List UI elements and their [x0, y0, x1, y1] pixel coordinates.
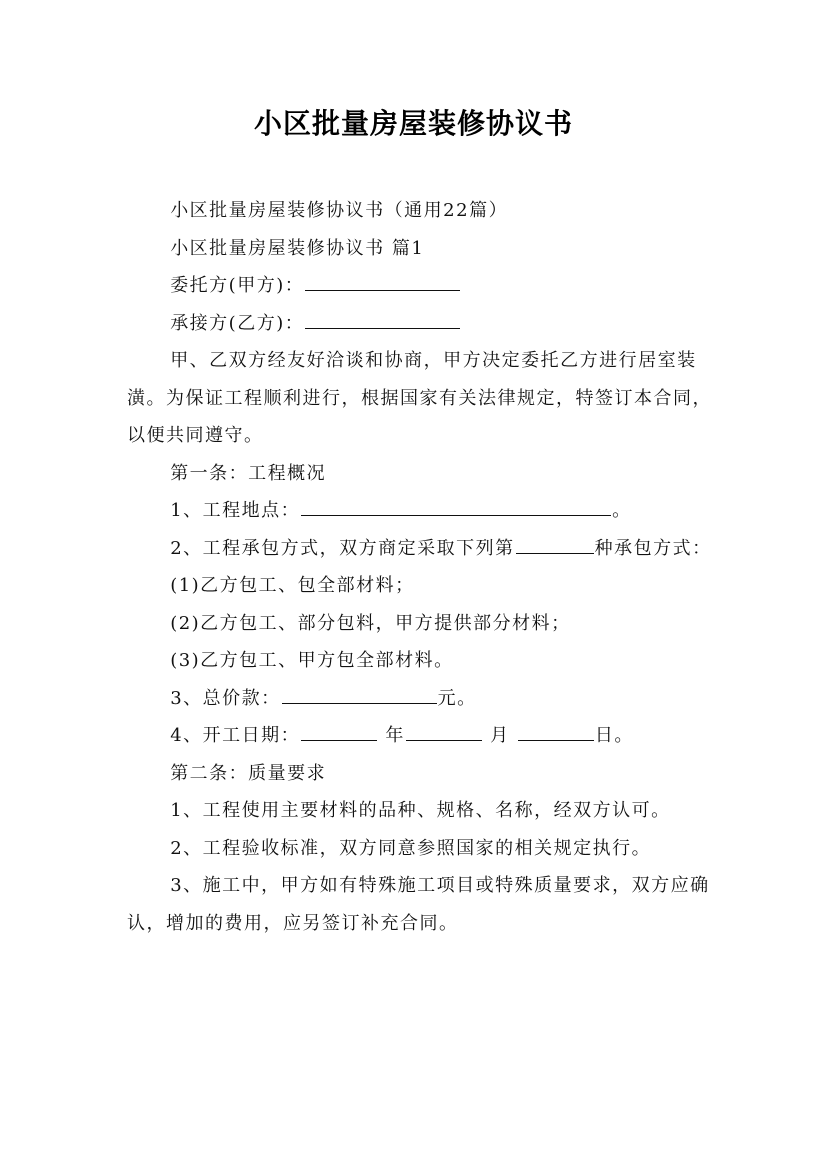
article1-item1 [127, 492, 717, 530]
article1-heading: 第一条：工程概况 [170, 462, 327, 484]
price-blank [282, 685, 437, 704]
location-label: 1、工程地点： [170, 500, 301, 521]
party-a-line [127, 267, 717, 305]
article2-item1: 1、工程使用主要材料的品种、规格、名称，经双方认可。 [170, 800, 671, 821]
price-end: 元。 [437, 687, 477, 709]
party-a-label: 委托方(甲方)： [170, 275, 305, 296]
day-label: 日。 [594, 725, 634, 746]
article1-item2 [127, 530, 717, 568]
article2-item2: 2、工程验收标准，双方同意参照国家的相关规定执行。 [170, 837, 652, 859]
location-end: 。 [612, 500, 632, 521]
start-date-label: 4、开工日期： [170, 725, 301, 746]
party-b-label: 承接方(乙方)： [170, 312, 305, 334]
month-label: 月 [490, 725, 510, 746]
price-label: 3、总价款： [170, 687, 281, 709]
subtitle: 小区批量房屋装修协议书（通用22篇） [170, 200, 509, 221]
day-blank [518, 722, 594, 741]
month-blank [406, 722, 482, 741]
article2-heading: 第二条：质量要求 [170, 762, 327, 784]
location-blank [301, 497, 611, 516]
party-b-line [127, 305, 717, 343]
year-blank [301, 722, 377, 741]
article1-item3 [127, 680, 717, 718]
article1-item4 [127, 717, 717, 755]
document-title: 小区批量房屋装修协议书 [253, 107, 573, 140]
option-1: (1)乙方包工、包全部材料； [170, 575, 415, 596]
option-2: (2)乙方包工、部分包料，甲方提供部分材料； [170, 612, 571, 634]
party-a-blank [305, 272, 460, 291]
party-b-blank [305, 310, 460, 329]
contract-type-blank [516, 535, 594, 554]
option-3: (3)乙方包工、甲方包全部材料。 [170, 650, 454, 671]
article2-item3: 3、施工中，甲方如有特殊施工项目或特殊质量要求，双方应确认，增加的费用，应另签订补充合同。 [127, 875, 710, 934]
contract-type-start: 2、工程承包方式，双方商定采取下列第 [170, 537, 515, 559]
year-label: 年 [385, 725, 405, 746]
intro-paragraph: 甲、乙双方经友好洽谈和协商，甲方决定委托乙方进行居室装潢。为保证工程顺利进行，根据国家有关法律规定，特签订本合同，以便共同遵守。 [127, 350, 712, 446]
chapter-heading: 小区批量房屋装修协议书 篇1 [170, 237, 425, 259]
contract-type-end: 种承包方式： [594, 537, 712, 559]
document-body [127, 192, 717, 942]
